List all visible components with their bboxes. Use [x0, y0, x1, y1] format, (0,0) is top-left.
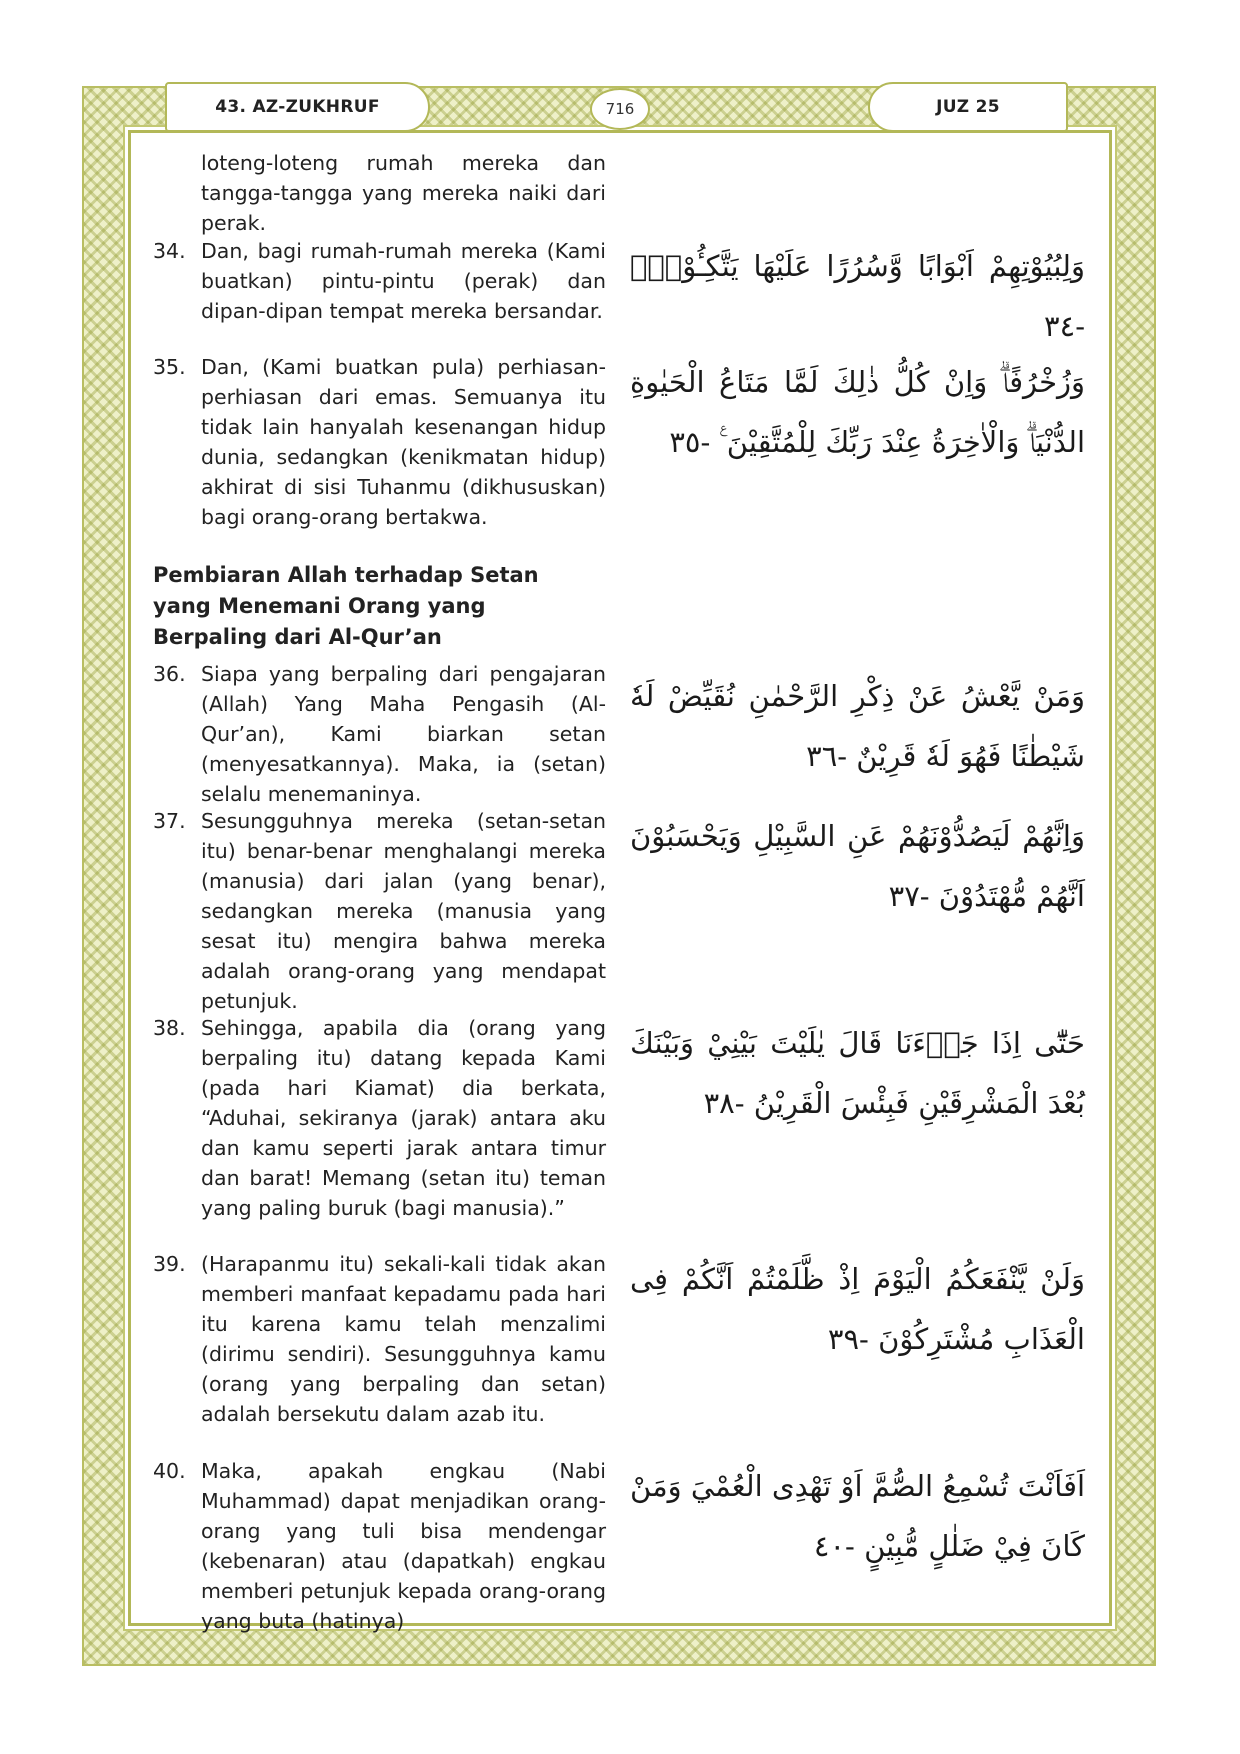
- verse-translation: Dan, (Kami buatkan pula) perhiasan-perhiasan dari emas. Semuanya itu tidak lain hanyalah kesenangan hidup dunia, sedangkan (kenikmatan hidup) akhirat di sisi Tuhanmu (dikhususkan) bagi orang-orang bertakwa.: [201, 355, 606, 529]
- verse-number: 34.: [153, 239, 186, 263]
- verse-arabic: وَمَنْ يَّعْشُ عَنْ ذِكْرِ الرَّحْمٰنِ نُقَيِّضْ لَهٗ شَيْطٰنًا فَهُوَ لَهٗ قَرِيْنٌ -٣٦: [630, 679, 1085, 773]
- verse-translation: Sehingga, apabila dia (orang yang berpaling itu) datang kepada Kami (pada hari Kiamat) dia berkata, “Aduhai, sekiranya (jarak) antara aku dan kamu seperti jarak antara timur dan barat! Memang (setan itu) teman yang paling buruk (bagi manusia).”: [201, 1016, 606, 1220]
- verse-arabic: وَزُخْرُفًاۗ وَاِنْ كُلُّ ذٰلِكَ لَمَّا مَتَاعُ الْحَيٰوةِ الدُّنْيَاۗ وَالْاٰخِرَةُ عِنْدَ رَبِّكَ لِلْمُتَّقِيْنَ ࣖ -٣٥: [630, 365, 1085, 459]
- verse-arabic: اَفَاَنْتَ تُسْمِعُ الصُّمَّ اَوْ تَهْدِى الْعُمْيَ وَمَنْ كَانَ فِيْ ضَلٰلٍ مُّبِيْنٍ -٤٠: [630, 1469, 1085, 1563]
- verse-translation: (Harapanmu itu) sekali-kali tidak akan memberi manfaat kepadamu pada hari itu karena kamu telah menzalimi (dirimu sendiri). Sesungguhnya kamu (orang yang berpaling dan setan) adalah bersekutu dalam azab itu.: [201, 1252, 606, 1426]
- surah-title: 43. AZ-ZUKHRUF: [215, 97, 380, 117]
- verse-arabic: حَتّٰٓى اِذَا جَاۤءَنَا قَالَ يٰلَيْتَ بَيْنِيْ وَبَيْنَكَ بُعْدَ الْمَشْرِقَيْنِ فَبِئْسَ الْقَرِيْنُ -٣٨: [630, 1026, 1085, 1120]
- verse-translation: Maka, apakah engkau (Nabi Muhammad) dapat menjadikan orang-orang yang tuli bisa mendengar (kebenaran) atau (dapatkah) engkau memberi petunjuk kepada orang-orang yang buta (hatinya): [201, 1459, 606, 1633]
- verse-number: 37.: [153, 809, 186, 833]
- surah-title-tab: [165, 82, 430, 132]
- verse-number: 38.: [153, 1016, 186, 1040]
- page-number-badge: [590, 88, 650, 130]
- verse-number: 35.: [153, 355, 186, 379]
- verse-number: 39.: [153, 1252, 186, 1276]
- juz-label: JUZ 25: [936, 97, 1000, 117]
- verse-translation: Siapa yang berpaling dari pengajaran (Allah) Yang Maha Pengasih (Al-Qur’an), Kami biarkan setan (menyesatkannya). Maka, ia (setan) selalu menemaninya.: [201, 662, 606, 806]
- page-number: 716: [605, 100, 635, 118]
- verse-number: 36.: [153, 662, 186, 686]
- verse-arabic: وَلَنْ يَّنْفَعَكُمُ الْيَوْمَ اِذْ ظَّلَمْتُمْ اَنَّكُمْ فِى الْعَذَابِ مُشْتَرِكُوْنَ -٣٩: [630, 1262, 1085, 1356]
- verse-translation: Sesungguhnya mereka (setan-setan itu) benar-benar menghalangi mereka (manusia) dari jalan (yang benar), sedangkan mereka (manusia yang sesat itu) mengira bahwa mereka adalah orang-orang yang mendapat petunjuk.: [201, 809, 606, 1013]
- continuation-text: loteng-loteng rumah mereka dan tangga-tangga yang mereka naiki dari perak.: [201, 151, 606, 235]
- verse-number: 40.: [153, 1459, 186, 1483]
- verse-arabic: وَلِبُيُوْتِهِمْ اَبْوَابًا وَّسُرُرًا عَلَيْهَا يَتَّكِـُٔوْنَۙ -٣٤: [630, 249, 1085, 343]
- verse-arabic: وَاِنَّهُمْ لَيَصُدُّوْنَهُمْ عَنِ السَّبِيْلِ وَيَحْسَبُوْنَ اَنَّهُمْ مُّهْتَدُوْنَ -٣٧: [630, 819, 1085, 913]
- juz-tab: [868, 82, 1068, 132]
- verse-translation: Dan, bagi rumah-rumah mereka (Kami buatkan) pintu-pintu (perak) dan dipan-dipan tempat mereka bersandar.: [201, 239, 606, 323]
- section-heading: Pembiaran Allah terhadap Setan yang Menemani Orang yang Berpaling dari Al-Qur’an: [153, 563, 539, 649]
